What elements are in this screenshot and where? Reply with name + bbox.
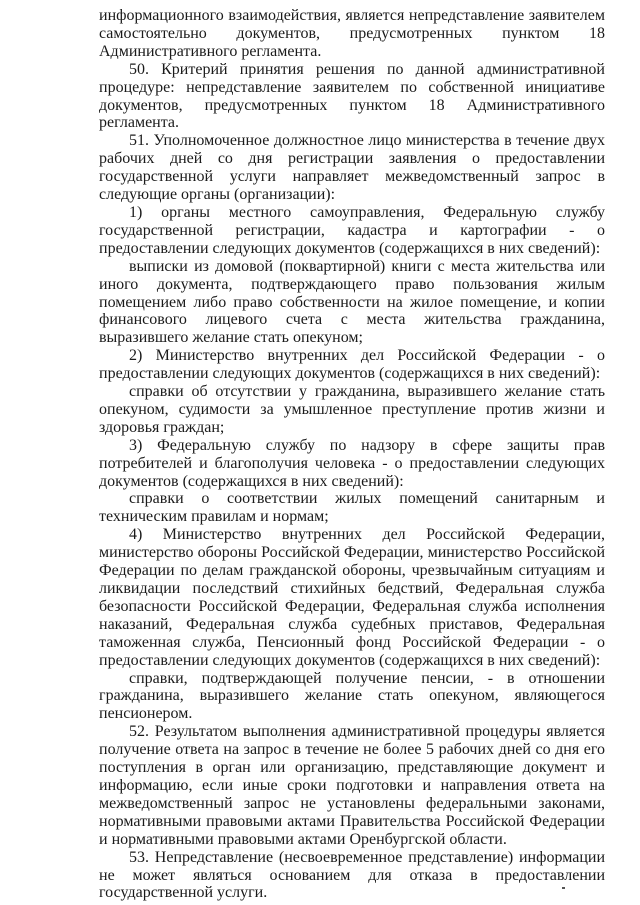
document-page: [99, 7, 605, 902]
list-item-2: 2) Министерство внутренних дел Российской Федерации - о предоставлении следующих документов (содержащихся в них сведений):: [99, 347, 605, 383]
list-item-3: 3) Федеральную службу по надзору в сфере защиты прав потребителей и благополучия человека - о предоставлении следующих документов (содержащихся в них сведений):: [99, 436, 605, 490]
paragraph-51: 51. Уполномоченное должностное лицо министерства в течение двух рабочих дней со дня регистрации заявления о предоставлении государственной услуги направляет межведомственный запрос в следующие органы (организации):: [99, 132, 605, 204]
list-item-4-details: справки, подтверждающей получение пенсии, - в отношении гражданина, выразившего желание стать опекуном, являющегося пенсионером.: [99, 669, 605, 723]
paragraph-53: 53. Непредставление (несвоевременное представление) информации не может являться основанием для отказа в предоставлении государственной услуги.: [99, 848, 605, 902]
paragraph-50: 50. Критерий принятия решения по данной административной процедуре: непредставление заявителем по собственной инициативе документов, предусмотренных пунктом 18 Административного регламента.: [99, 60, 605, 132]
list-item-1: 1) органы местного самоуправления, Федеральную службу государственной регистрации, кадастра и картографии - о предоставлении следующих документов (содержащихся в них сведений):: [99, 203, 605, 257]
list-item-3-details: справки о соответствии жилых помещений санитарным и техническим правилам и нормам;: [99, 490, 605, 526]
paragraph-continuation: информационного взаимодействия, является непредставление заявителем самостоятельно документов, предусмотренных пунктом 18 Административного регламента.: [99, 7, 605, 60]
paragraph-52: 52. Результатом выполнения административной процедуры является получение ответа на запрос в течение не более 5 рабочих дней со дня его поступления в орган или организацию, представляющие документ и информацию, если иные сроки подготовки и направления ответа на межведомственный запрос не установлены федеральными законами, нормативными правовыми актами Правительства Российской Федерации и нормативными правовыми актами Оренбургской области.: [99, 723, 605, 848]
list-item-1-details: выписки из домовой (поквартирной) книги с места жительства или иного документа, подтверждающего право пользования жилым помещением либо право собственности на жилое помещение, и копии финансового лицевого счета с места жительства гражданина, выразившего желание стать опекуном;: [99, 257, 605, 347]
list-item-4: 4) Министерство внутренних дел Российской Федерации, министерство обороны Российской Федерации, министерство Российской Федерации по делам гражданской обороны, чрезвычайным ситуациям и ликвидации последствий стихийных бедствий, Федеральная служба безопасности Российской Федерации, Федеральная служба исполнения наказаний, Федеральная служба судебных приставов, Федеральная таможенная служба, Пенсионный фонд Российской Федерации - о предоставлении следующих документов (содержащихся в них сведений):: [99, 526, 605, 669]
list-item-2-details: справки об отсутствии у гражданина, выразившего желание стать опекуном, судимости за умышленное преступление против жизни и здоровья граждан;: [99, 383, 605, 436]
scan-speck: [562, 887, 565, 889]
